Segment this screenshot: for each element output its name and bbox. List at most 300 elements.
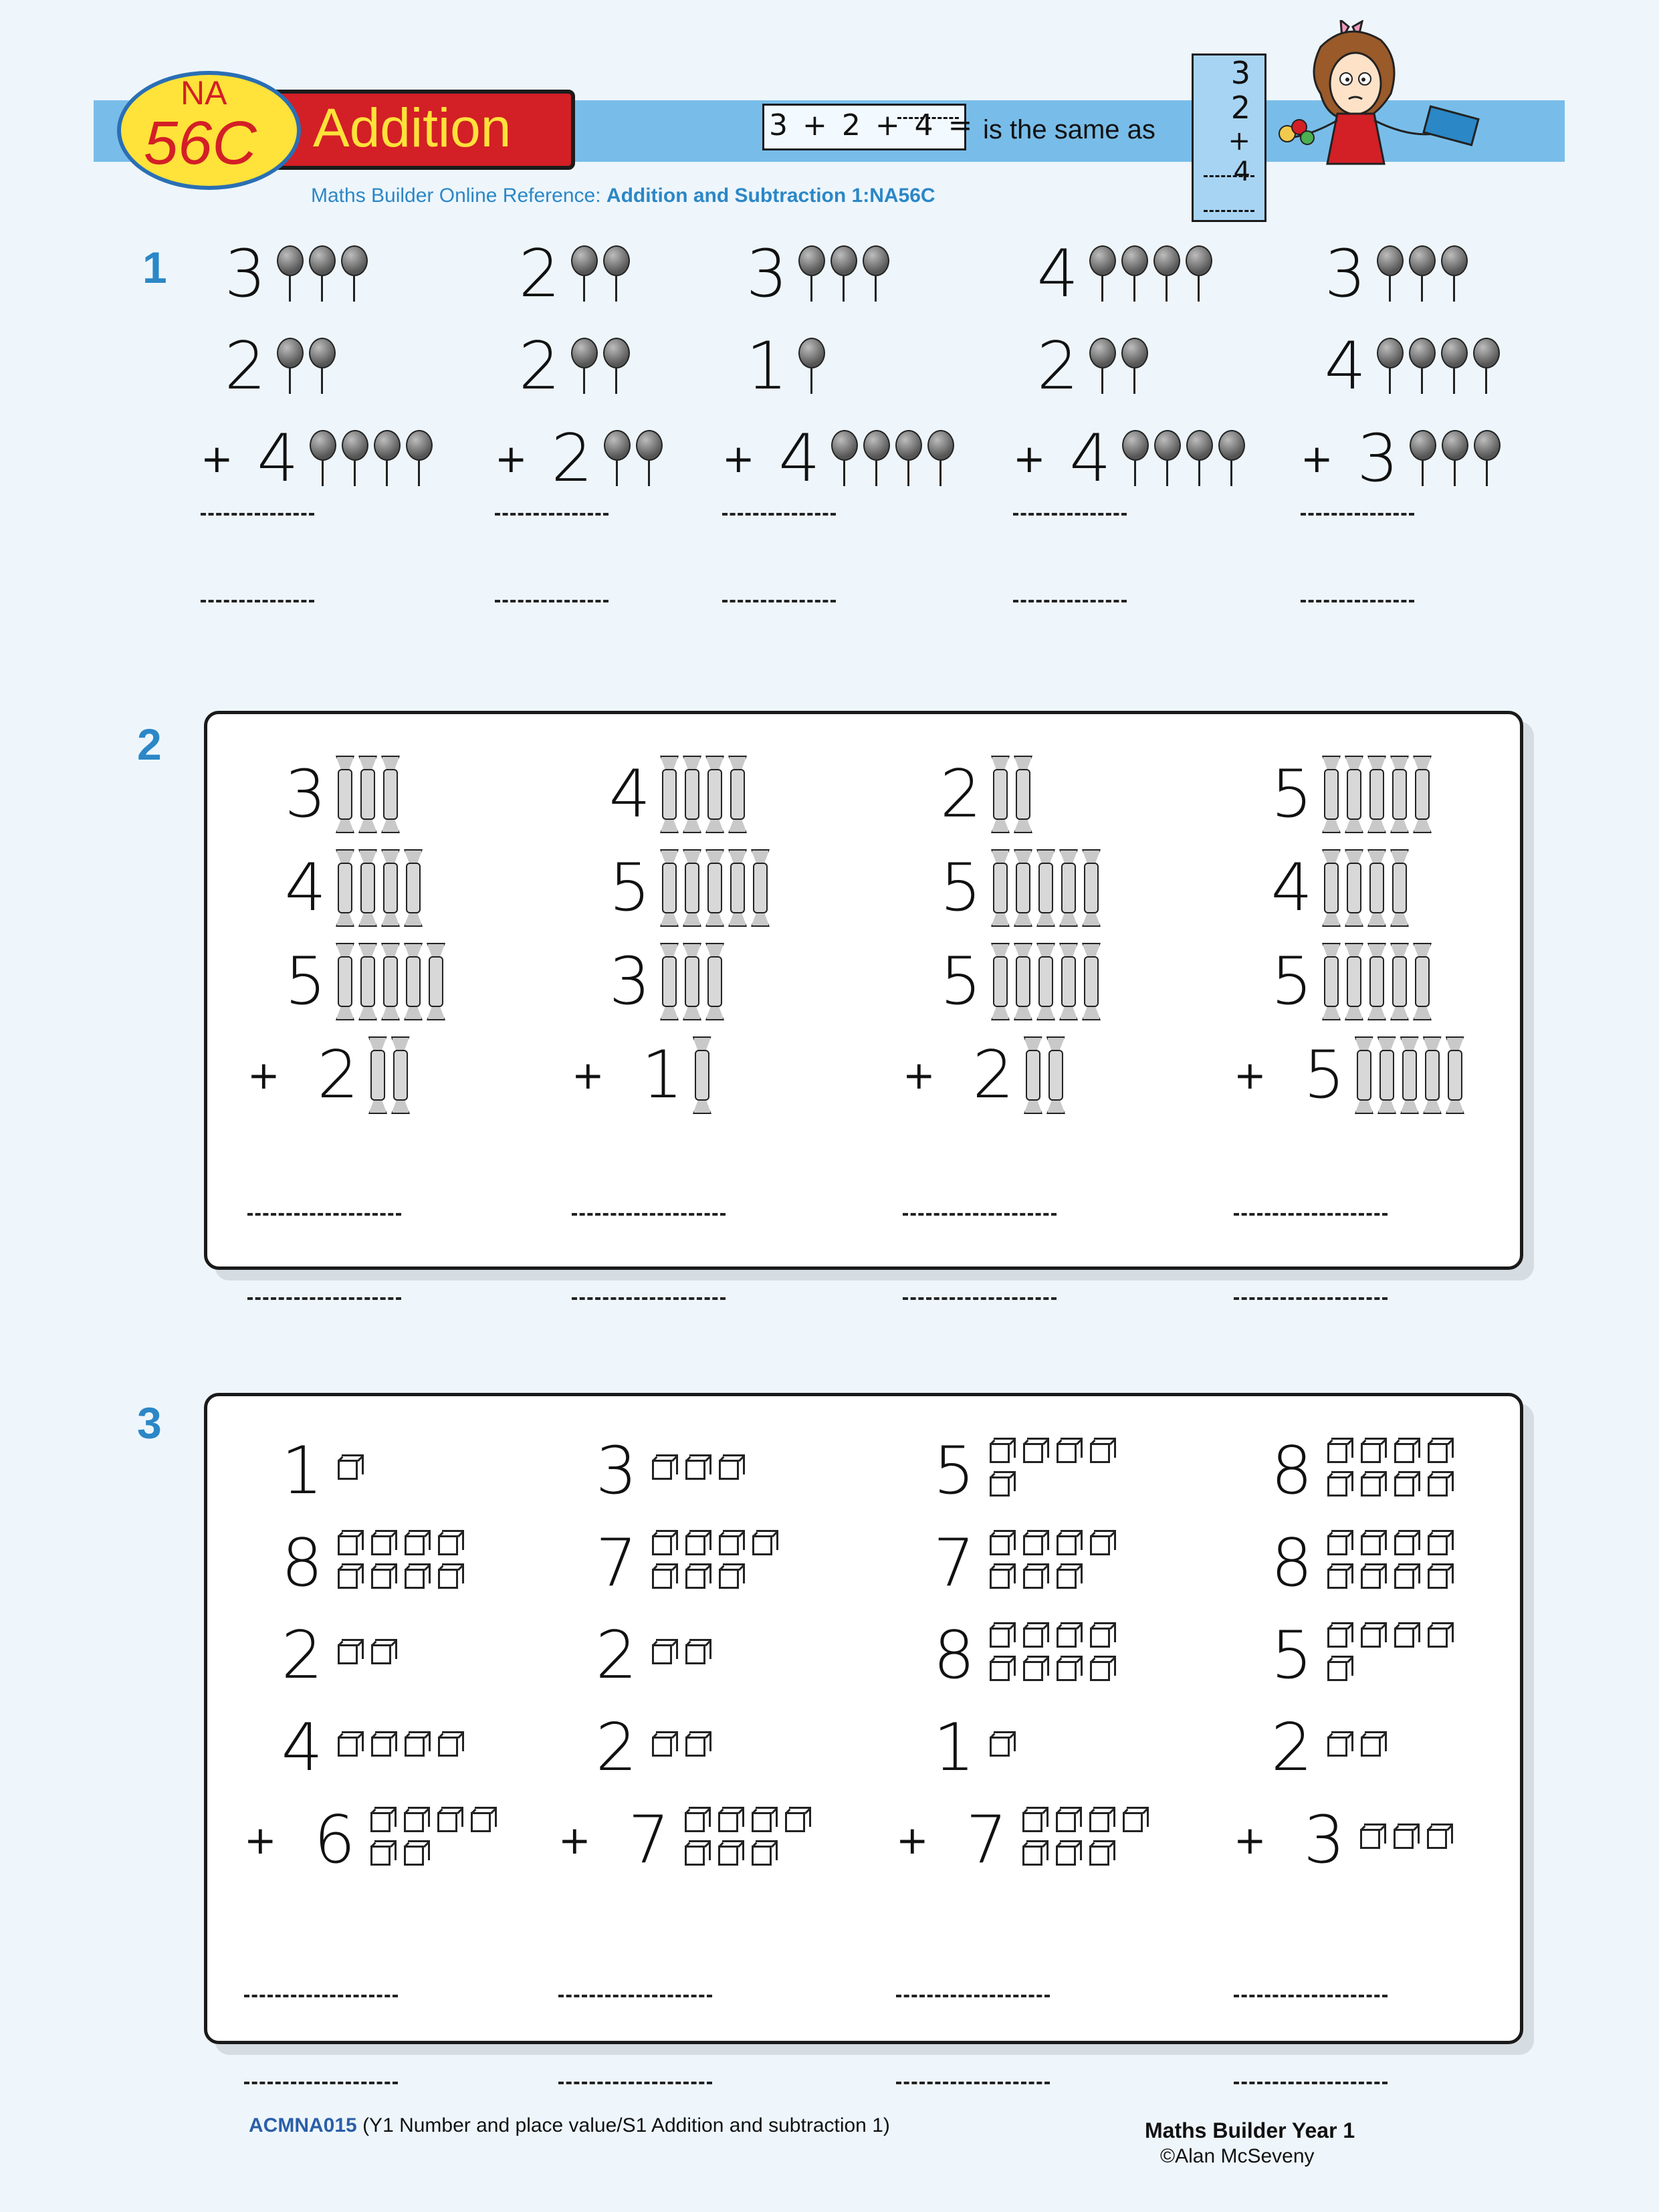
same-as-text: is the same as — [983, 115, 1155, 144]
balloon-head — [1377, 245, 1404, 276]
cube-edge — [370, 1812, 391, 1832]
balloon-head — [863, 430, 890, 461]
cube-edge — [709, 1840, 711, 1860]
cube-edge — [1351, 1471, 1353, 1491]
cube-edge — [689, 1530, 711, 1532]
cube-edge — [1398, 1471, 1420, 1473]
bon-bon-body — [1324, 956, 1339, 1007]
bon-bon-body — [360, 769, 375, 820]
cube-edge — [689, 1454, 711, 1456]
answer-blank — [722, 600, 836, 602]
balloon-string — [907, 461, 909, 486]
balloon-icon — [1408, 338, 1437, 395]
cube-edge — [428, 1807, 430, 1827]
bon-bon-group — [660, 756, 751, 833]
balloon-icon — [602, 338, 631, 395]
addend-row — [1234, 943, 1436, 1020]
bon-bon-icon — [1014, 943, 1032, 1020]
bon-bon-end — [660, 943, 679, 958]
balloon-string — [1198, 276, 1200, 302]
cube-edge — [994, 1438, 1015, 1440]
cube-edge — [676, 1454, 678, 1474]
cube-edge — [1046, 1840, 1048, 1860]
cube-edge — [756, 1530, 778, 1532]
cube-edge — [1432, 1622, 1453, 1624]
bon-bon-end — [705, 943, 724, 958]
addend-row — [572, 1036, 715, 1114]
balloon-group — [570, 245, 634, 303]
addend-number: 5 — [1303, 1037, 1345, 1113]
cube-icon — [718, 1840, 744, 1866]
addend-number: 2 — [972, 1037, 1014, 1113]
balloon-icon — [829, 245, 859, 303]
sum-line — [896, 1995, 1050, 1997]
cube-edge — [462, 1530, 464, 1550]
balloon-icon — [308, 245, 337, 303]
addend-row — [1301, 330, 1504, 403]
cube-icon — [1057, 1438, 1082, 1463]
bon-bon-body — [1369, 769, 1384, 820]
bon-bon-icon — [660, 943, 679, 1020]
cube-edge — [1114, 1530, 1116, 1550]
cube-edge — [1451, 1823, 1453, 1844]
cube-edge — [685, 1644, 705, 1664]
addend-number: 3 — [224, 236, 266, 312]
cube-icon — [404, 1807, 429, 1832]
cube-edge — [1147, 1807, 1149, 1827]
cube-edge — [756, 1840, 777, 1842]
bon-bon-end — [1390, 756, 1409, 770]
bon-bon-end — [705, 818, 724, 833]
answer-blank — [244, 2082, 398, 2084]
cube-edge — [362, 1563, 364, 1583]
cube-icon — [685, 1840, 710, 1866]
answer-blank — [1234, 2082, 1388, 2084]
bon-bon-icon — [728, 756, 747, 833]
cube-icon — [1327, 1563, 1353, 1589]
cube-edge — [1026, 1807, 1048, 1809]
balloon-string — [615, 276, 617, 302]
cube-edge — [1398, 1823, 1419, 1826]
cube-edge — [1361, 1535, 1381, 1555]
addend-number: 3 — [284, 756, 326, 833]
cube-icon — [785, 1807, 810, 1832]
bon-bon-end — [705, 756, 724, 770]
bon-bon-end — [991, 912, 1010, 927]
balloon-string — [810, 368, 812, 394]
cube-icon — [338, 1639, 363, 1664]
addend-number: 5 — [1270, 944, 1313, 1020]
bon-bon-icon — [358, 756, 377, 833]
answer-blank — [896, 2082, 1050, 2084]
answer-blank — [495, 600, 609, 602]
addend-row — [1234, 756, 1436, 833]
copyright: ©Alan McSeveny — [1160, 2145, 1315, 2167]
addend-number: 3 — [1357, 421, 1399, 497]
bon-bon-end — [1400, 1036, 1419, 1051]
cube-icon — [990, 1438, 1015, 1463]
bon-bon-body — [338, 863, 352, 913]
balloon-string — [616, 461, 618, 486]
cube-edge — [990, 1628, 1010, 1648]
bon-bon-icon — [1390, 943, 1409, 1020]
bon-bon-group — [1322, 756, 1436, 833]
cube-icon — [990, 1656, 1015, 1681]
curriculum-footer — [249, 2114, 890, 2137]
addend-number: 4 — [281, 1710, 323, 1786]
balloon-string — [1133, 276, 1135, 302]
cube-edge — [1081, 1438, 1083, 1458]
addend-row — [244, 1619, 471, 1692]
cube-edge — [1027, 1438, 1048, 1440]
bon-bon-body — [1084, 863, 1099, 913]
addend-row — [1013, 330, 1152, 403]
cube-icon — [652, 1639, 677, 1664]
cube-edge — [409, 1530, 430, 1532]
cube-edge — [395, 1807, 397, 1827]
cube-icon — [1090, 1656, 1115, 1681]
addend-number: 3 — [595, 1433, 637, 1509]
bon-bon-end — [1322, 943, 1341, 958]
cube-edge — [1022, 1846, 1042, 1866]
bon-bon-end — [1413, 818, 1432, 833]
sum-line — [558, 1995, 712, 1997]
bon-bon-end — [1036, 943, 1055, 958]
bon-bon-end — [391, 1099, 410, 1114]
addend-number: 4 — [1324, 328, 1366, 405]
bon-bon-body — [1392, 956, 1407, 1007]
cube-edge — [776, 1807, 778, 1827]
balloon-string — [1454, 461, 1456, 486]
cube-edge — [1351, 1622, 1353, 1642]
addend-row — [896, 1619, 1123, 1692]
cube-edge — [338, 1535, 358, 1555]
bon-bon-icon — [391, 1036, 410, 1114]
plus-sign: + — [572, 1053, 604, 1098]
cube-icon — [1056, 1840, 1081, 1866]
addend-number: 5 — [609, 850, 651, 926]
bon-bon-end — [381, 943, 400, 958]
cube-edge — [994, 1530, 1015, 1532]
balloon-head — [1154, 430, 1181, 461]
balloon-group — [1375, 338, 1504, 395]
balloon-string — [1453, 368, 1455, 394]
balloon-icon — [570, 245, 599, 303]
bon-bon-body — [685, 769, 699, 820]
bon-bon-end — [1036, 849, 1055, 864]
cube-edge — [689, 1807, 710, 1809]
cube-edge — [685, 1569, 705, 1589]
plus-sign: + — [201, 436, 233, 481]
cube-edge — [1061, 1622, 1082, 1624]
cube-edge — [1023, 1535, 1043, 1555]
cube-edge — [475, 1807, 496, 1809]
addend-number: 4 — [1036, 236, 1079, 312]
addend-row — [1234, 849, 1413, 927]
addend-row — [572, 943, 728, 1020]
balloon-head — [636, 430, 663, 461]
bon-bon-end — [1059, 912, 1078, 927]
bon-bon-body — [707, 956, 722, 1007]
balloon-group — [570, 338, 634, 395]
plus-sign: + — [1234, 1053, 1266, 1098]
bon-bon-icon — [1377, 1036, 1396, 1114]
vertical-example-answer-blank — [1204, 210, 1254, 212]
balloon-head — [1409, 245, 1436, 276]
balloon-string — [322, 461, 324, 486]
bon-bon-icon — [1024, 1036, 1042, 1114]
cube-icon — [1090, 1530, 1115, 1555]
addend-number: 7 — [933, 1525, 975, 1601]
bon-bon-end — [381, 818, 400, 833]
cube-group — [990, 1438, 1123, 1505]
balloon-icon — [1120, 245, 1149, 303]
cube-edge — [442, 1563, 463, 1565]
bon-bon-icon — [683, 943, 701, 1020]
cube-edge — [1385, 1438, 1387, 1458]
bon-bon-end — [1046, 1099, 1065, 1114]
bon-bon-group — [693, 1036, 715, 1114]
cube-icon — [1394, 1471, 1420, 1497]
cube-icon — [652, 1563, 677, 1589]
bon-bon-icon — [1014, 756, 1032, 833]
cube-edge — [1023, 1569, 1043, 1589]
cube-edge — [652, 1737, 672, 1757]
cube-edge — [1351, 1530, 1353, 1550]
bon-bon-end — [683, 1006, 701, 1020]
cube-edge — [1385, 1563, 1387, 1583]
bon-bon-end — [1082, 943, 1101, 958]
bon-bon-body — [993, 769, 1008, 820]
cube-edge — [375, 1731, 397, 1733]
cube-edge — [785, 1812, 805, 1832]
bon-bon-end — [660, 818, 679, 833]
cube-edge — [685, 1460, 705, 1480]
balloon-head — [571, 338, 598, 368]
cube-edge — [1418, 1823, 1420, 1844]
cube-edge — [676, 1639, 678, 1659]
cube-edge — [442, 1530, 463, 1532]
bon-bon-end — [358, 849, 377, 864]
cube-icon — [685, 1563, 711, 1589]
cube-group — [652, 1731, 786, 1765]
cube-edge — [1331, 1438, 1353, 1440]
addend-row — [896, 1803, 1156, 1877]
bon-bon-end — [1367, 818, 1386, 833]
balloon-head — [1377, 338, 1404, 368]
bon-bon-icon — [705, 943, 724, 1020]
bon-bon-end — [1367, 849, 1386, 864]
cube-edge — [723, 1454, 744, 1456]
addend-number: 3 — [1324, 236, 1366, 312]
balloon-string — [1389, 276, 1391, 302]
cube-group — [1327, 1731, 1461, 1765]
balloon-icon — [1184, 245, 1214, 303]
addend-row — [244, 1434, 471, 1508]
cube-edge — [652, 1535, 672, 1555]
bon-bon-end — [693, 1099, 711, 1114]
answer-blank — [572, 1297, 726, 1300]
cube-edge — [1060, 1807, 1081, 1809]
bon-bon-end — [368, 1036, 387, 1051]
bon-bon-group — [1024, 1036, 1069, 1114]
bon-bon-end — [336, 756, 354, 770]
plus-sign: + — [1013, 436, 1046, 481]
bon-bon-end — [336, 943, 354, 958]
cube-icon — [1394, 1622, 1420, 1648]
bon-bon-end — [1355, 1099, 1373, 1114]
cube-edge — [994, 1622, 1015, 1624]
balloon-icon — [635, 430, 664, 487]
balloon-string — [386, 461, 388, 486]
bon-bon-end — [683, 943, 701, 958]
bon-bon-end — [1345, 912, 1363, 927]
addend-row — [572, 849, 774, 927]
cube-edge — [1428, 1569, 1448, 1589]
bon-bon-body — [1347, 956, 1361, 1007]
bon-bon-end — [1322, 849, 1341, 864]
bon-bon-body — [685, 863, 699, 913]
cube-edge — [1094, 1438, 1115, 1440]
cube-edge — [656, 1530, 677, 1532]
cube-edge — [1365, 1563, 1386, 1565]
bon-bon-body — [360, 863, 375, 913]
answer-blank — [1234, 1297, 1388, 1300]
balloon-head — [1410, 430, 1436, 461]
cube-icon — [990, 1731, 1015, 1757]
cube-edge — [375, 1639, 397, 1641]
bon-bon-body — [753, 863, 768, 913]
addend-number: 1 — [641, 1037, 683, 1113]
bon-bon-icon — [358, 943, 377, 1020]
bon-bon-end — [1082, 912, 1101, 927]
balloon-head — [1186, 245, 1212, 276]
balloon-string — [1166, 276, 1168, 302]
cube-edge — [1327, 1476, 1347, 1497]
bon-bon-body — [1016, 769, 1030, 820]
bon-bon-end — [683, 849, 701, 864]
cube-icon — [990, 1563, 1015, 1589]
cube-edge — [1398, 1563, 1420, 1565]
plus-sign: + — [247, 1053, 280, 1098]
cube-edge — [395, 1731, 397, 1751]
cube-edge — [408, 1840, 429, 1842]
cube-edge — [1113, 1807, 1115, 1827]
cube-icon — [1428, 1622, 1453, 1648]
balloon-icon — [405, 430, 434, 487]
cube-edge — [404, 1846, 424, 1866]
addend-row — [558, 1527, 786, 1600]
addend-number: 2 — [551, 421, 593, 497]
cube-edge — [1351, 1563, 1353, 1583]
cube-edge — [429, 1530, 431, 1550]
cube-edge — [1365, 1622, 1386, 1624]
cube-icon — [1428, 1471, 1453, 1497]
cube-edge — [405, 1535, 425, 1555]
cube-edge — [1327, 1737, 1347, 1757]
addend-row — [1234, 1527, 1461, 1600]
addend-row — [247, 943, 449, 1020]
bon-bon-group — [1355, 1036, 1468, 1114]
addend-number: 5 — [939, 944, 982, 1020]
cube-icon — [1394, 1438, 1420, 1463]
cube-edge — [461, 1807, 463, 1827]
cube-icon — [685, 1639, 711, 1664]
bon-bon-end — [368, 1099, 387, 1114]
bon-bon-end — [1024, 1036, 1042, 1051]
addend-row — [495, 330, 634, 403]
balloon-icon — [1472, 338, 1501, 395]
cube-edge — [1014, 1563, 1016, 1583]
code-badge-prefix: NA — [181, 74, 227, 112]
plus-sign: + — [558, 1817, 591, 1863]
cube-group — [370, 1807, 504, 1874]
curriculum-description: (Y1 Number and place value/S1 Addition and subtraction 1) — [362, 2114, 890, 2136]
bon-bon-body — [1016, 956, 1030, 1007]
cube-edge — [338, 1644, 358, 1664]
addend-row — [495, 237, 634, 311]
cube-edge — [408, 1807, 429, 1809]
example-answer-blank — [897, 117, 959, 119]
bon-bon-body — [383, 956, 398, 1007]
vertical-example-line-3: + 4 — [1228, 126, 1250, 187]
bon-bon-end — [1322, 912, 1341, 927]
bon-bon-end — [1014, 756, 1032, 770]
bon-bon-group — [1322, 943, 1436, 1020]
cube-edge — [689, 1563, 711, 1565]
bon-bon-end — [404, 1006, 423, 1020]
balloon-icon — [1152, 245, 1182, 303]
cube-edge — [438, 1737, 458, 1757]
cube-edge — [1081, 1622, 1083, 1642]
plus-sign: + — [903, 1053, 935, 1098]
addend-row — [1013, 422, 1249, 495]
addend-row — [903, 849, 1105, 927]
addend-number: 2 — [518, 236, 560, 312]
addend-number: 1 — [281, 1433, 323, 1509]
addend-number: 5 — [284, 944, 326, 1020]
bon-bon-end — [1390, 818, 1409, 833]
cube-edge — [1014, 1471, 1016, 1491]
cube-edge — [752, 1535, 772, 1555]
addend-number: 2 — [595, 1618, 637, 1694]
cube-edge — [1398, 1438, 1420, 1440]
cube-icon — [1089, 1840, 1115, 1866]
addend-number: 6 — [314, 1802, 356, 1878]
balloon-icon — [830, 430, 859, 487]
balloon-string — [418, 461, 420, 486]
cube-edge — [990, 1476, 1010, 1497]
cube-edge — [1365, 1731, 1386, 1733]
bon-bon-end — [1367, 912, 1386, 927]
bon-bon-end — [1082, 849, 1101, 864]
sum-line — [201, 513, 314, 516]
cube-edge — [689, 1731, 711, 1733]
balloon-head — [1218, 430, 1245, 461]
balloon-head — [1409, 338, 1436, 368]
cube-edge — [1452, 1438, 1454, 1458]
bon-bon-end — [1367, 943, 1386, 958]
cube-edge — [1089, 1812, 1109, 1832]
cube-icon — [752, 1807, 777, 1832]
balloon-head — [277, 338, 304, 368]
cube-group — [338, 1454, 471, 1488]
bon-bon-icon — [336, 756, 354, 833]
cube-edge — [718, 1846, 738, 1866]
bon-bon-body — [730, 863, 745, 913]
cube-edge — [1364, 1823, 1386, 1826]
bon-bon-end — [1390, 849, 1409, 864]
